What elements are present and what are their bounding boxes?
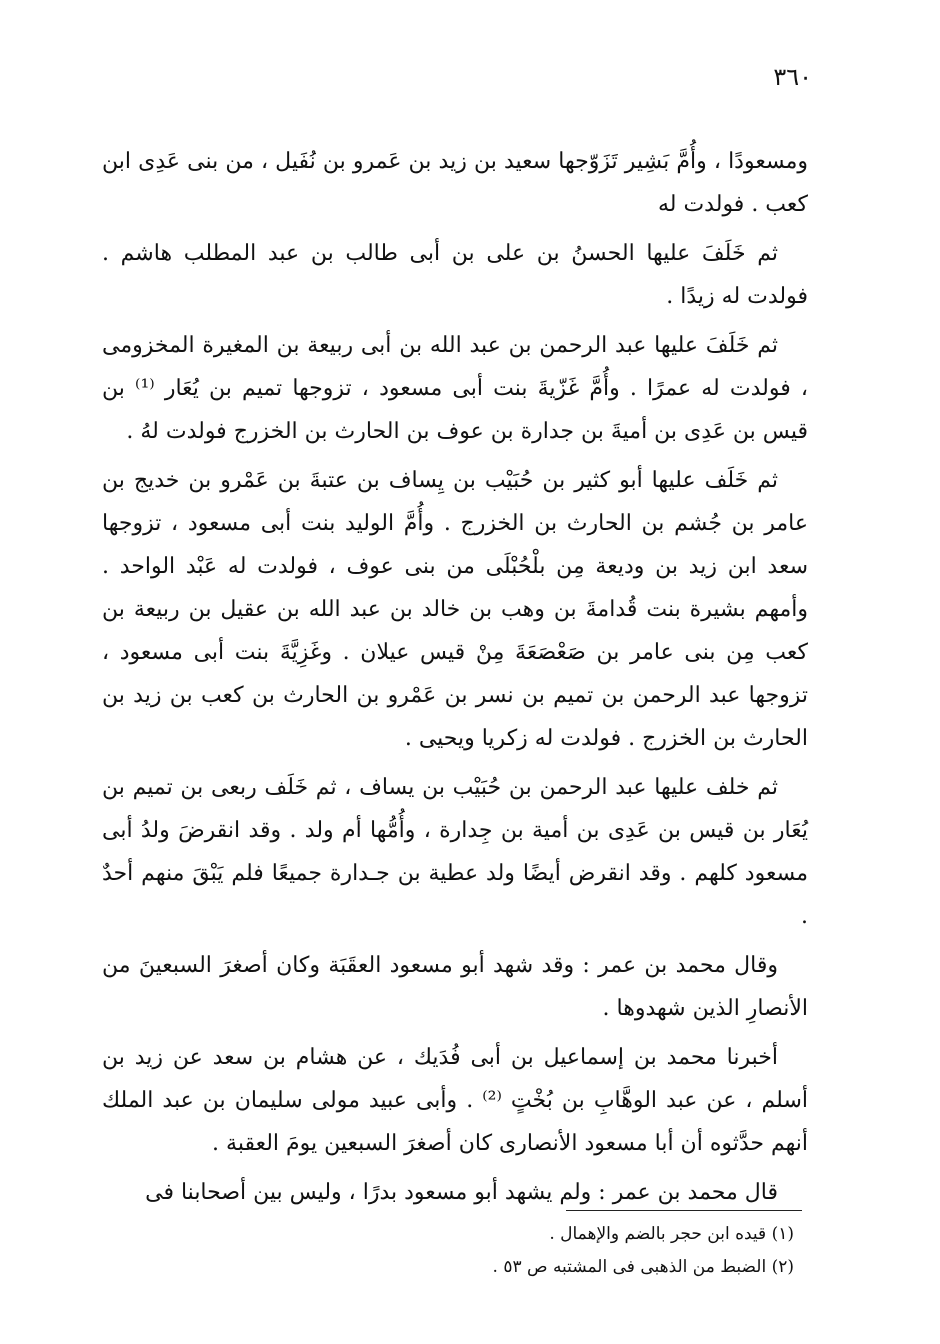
paragraph: ثم خَلَفَ عليها الحسنُ بن على بن أبى طالب بن عبد المطلب هاشم . فولدت له زيدًا .	[102, 241, 808, 309]
paragraph: قال محمد بن عمر : ولم يشهد أبو مسعود بدرًا ، وليس بين أصحابنا فى	[145, 1180, 778, 1205]
paragraph: ثم خَلَفَ عليها عبد الرحمن بن عبد الله بن أبى ربيعة بن المغيرة المخزومى ، فولدت له عمرًا . وأُمَّ غَزّيةَ بنت أبى مسعود ، تزوجها تميم بن يُعَار ⁽¹⁾ بن قيس بن عَدِى بن أميةَ بن جدارة بن عوف بن الحارث بن الخزرج فولدت لهُ .	[102, 333, 808, 444]
paragraph: ثم خلف عليها عبد الرحمن بن حُبَيْب بن يساف ، ثم خَلَف ربعى بن تميم بن يُعَار بن قيس بن عَدِى بن أمية بن جِدارة ، وأُمُّها أم ولد . وقد انقرضَ ولدُ أبى مسعود كلهم . وقد انقرض أيضًا ولد عطية بن جـدارة جميعًا فلم يَبْقَ منهم أحدٌ .	[102, 775, 808, 929]
body-text	[102, 140, 808, 1214]
page-number: ٣٦٠	[773, 63, 812, 91]
paragraph: وقال محمد بن عمر : وقد شهد أبو مسعود العقَبَة وكان أصغرَ السبعينَ من الأنصارِ الذين شهدوها .	[102, 953, 808, 1021]
footnotes	[134, 1218, 794, 1284]
paragraph: ثم خَلَف عليها أبو كثير بن حُبَيْب بن يِساف بن عتبةَ بن عَمْرو بن خديج بن عامر بن جُشم بن الحارث بن الخزرج . وأُمَّ الوليد بنت أبى مسعود ، تزوجها سعد ابن زيد بن وديعة مِن بلْحُبْلَى من بنى عوف ، فولدت له عَبْد الواحد . وأمهم بشيرة بنت قُدامةَ بن وهب بن خالد بن عبد الله بن عقيل بن ربيعة بن كعب مِن بنى عامر بن صَعْصَعَةَ مِنْ قيس عيلان . وغَزِيَّةَ بنت أبى مسعود ، تزوجها عبد الرحمن بن تميم بن نسر بن عَمْرو بن الحارث بن كعب بن زيد بن الحارث بن الخزرج . فولدت له زكريا ويحيى .	[102, 468, 808, 751]
paragraph: أخبرنا محمد بن إسماعيل بن أبى فُدَيك ، عن هشام بن سعد عن زيد بن أسلم ، عن عبد الوهَّابِ بن بُخْتٍ ⁽²⁾ . وأبى عبيد مولى سليمان بن عبد الملك أنهم حدَّثوه أن أبا مسعود الأنصارى كان أصغرَ السبعين يومَ العقبة .	[102, 1045, 808, 1156]
footnote-separator	[566, 1210, 802, 1211]
footnote: (٢) الضبط من الذهبى فى المشتبه ص ٥٣ .	[492, 1257, 794, 1277]
paragraph: ومسعودًا ، وأُمَّ بَشِير تَزَوّجها سعيد بن زيد بن عَمرو بن نُفَيل ، من بنى عَدِى ابن كعب . فولدت له	[102, 149, 808, 217]
footnote: (١) قيده ابن حجر بالضم والإهمال .	[549, 1224, 794, 1244]
